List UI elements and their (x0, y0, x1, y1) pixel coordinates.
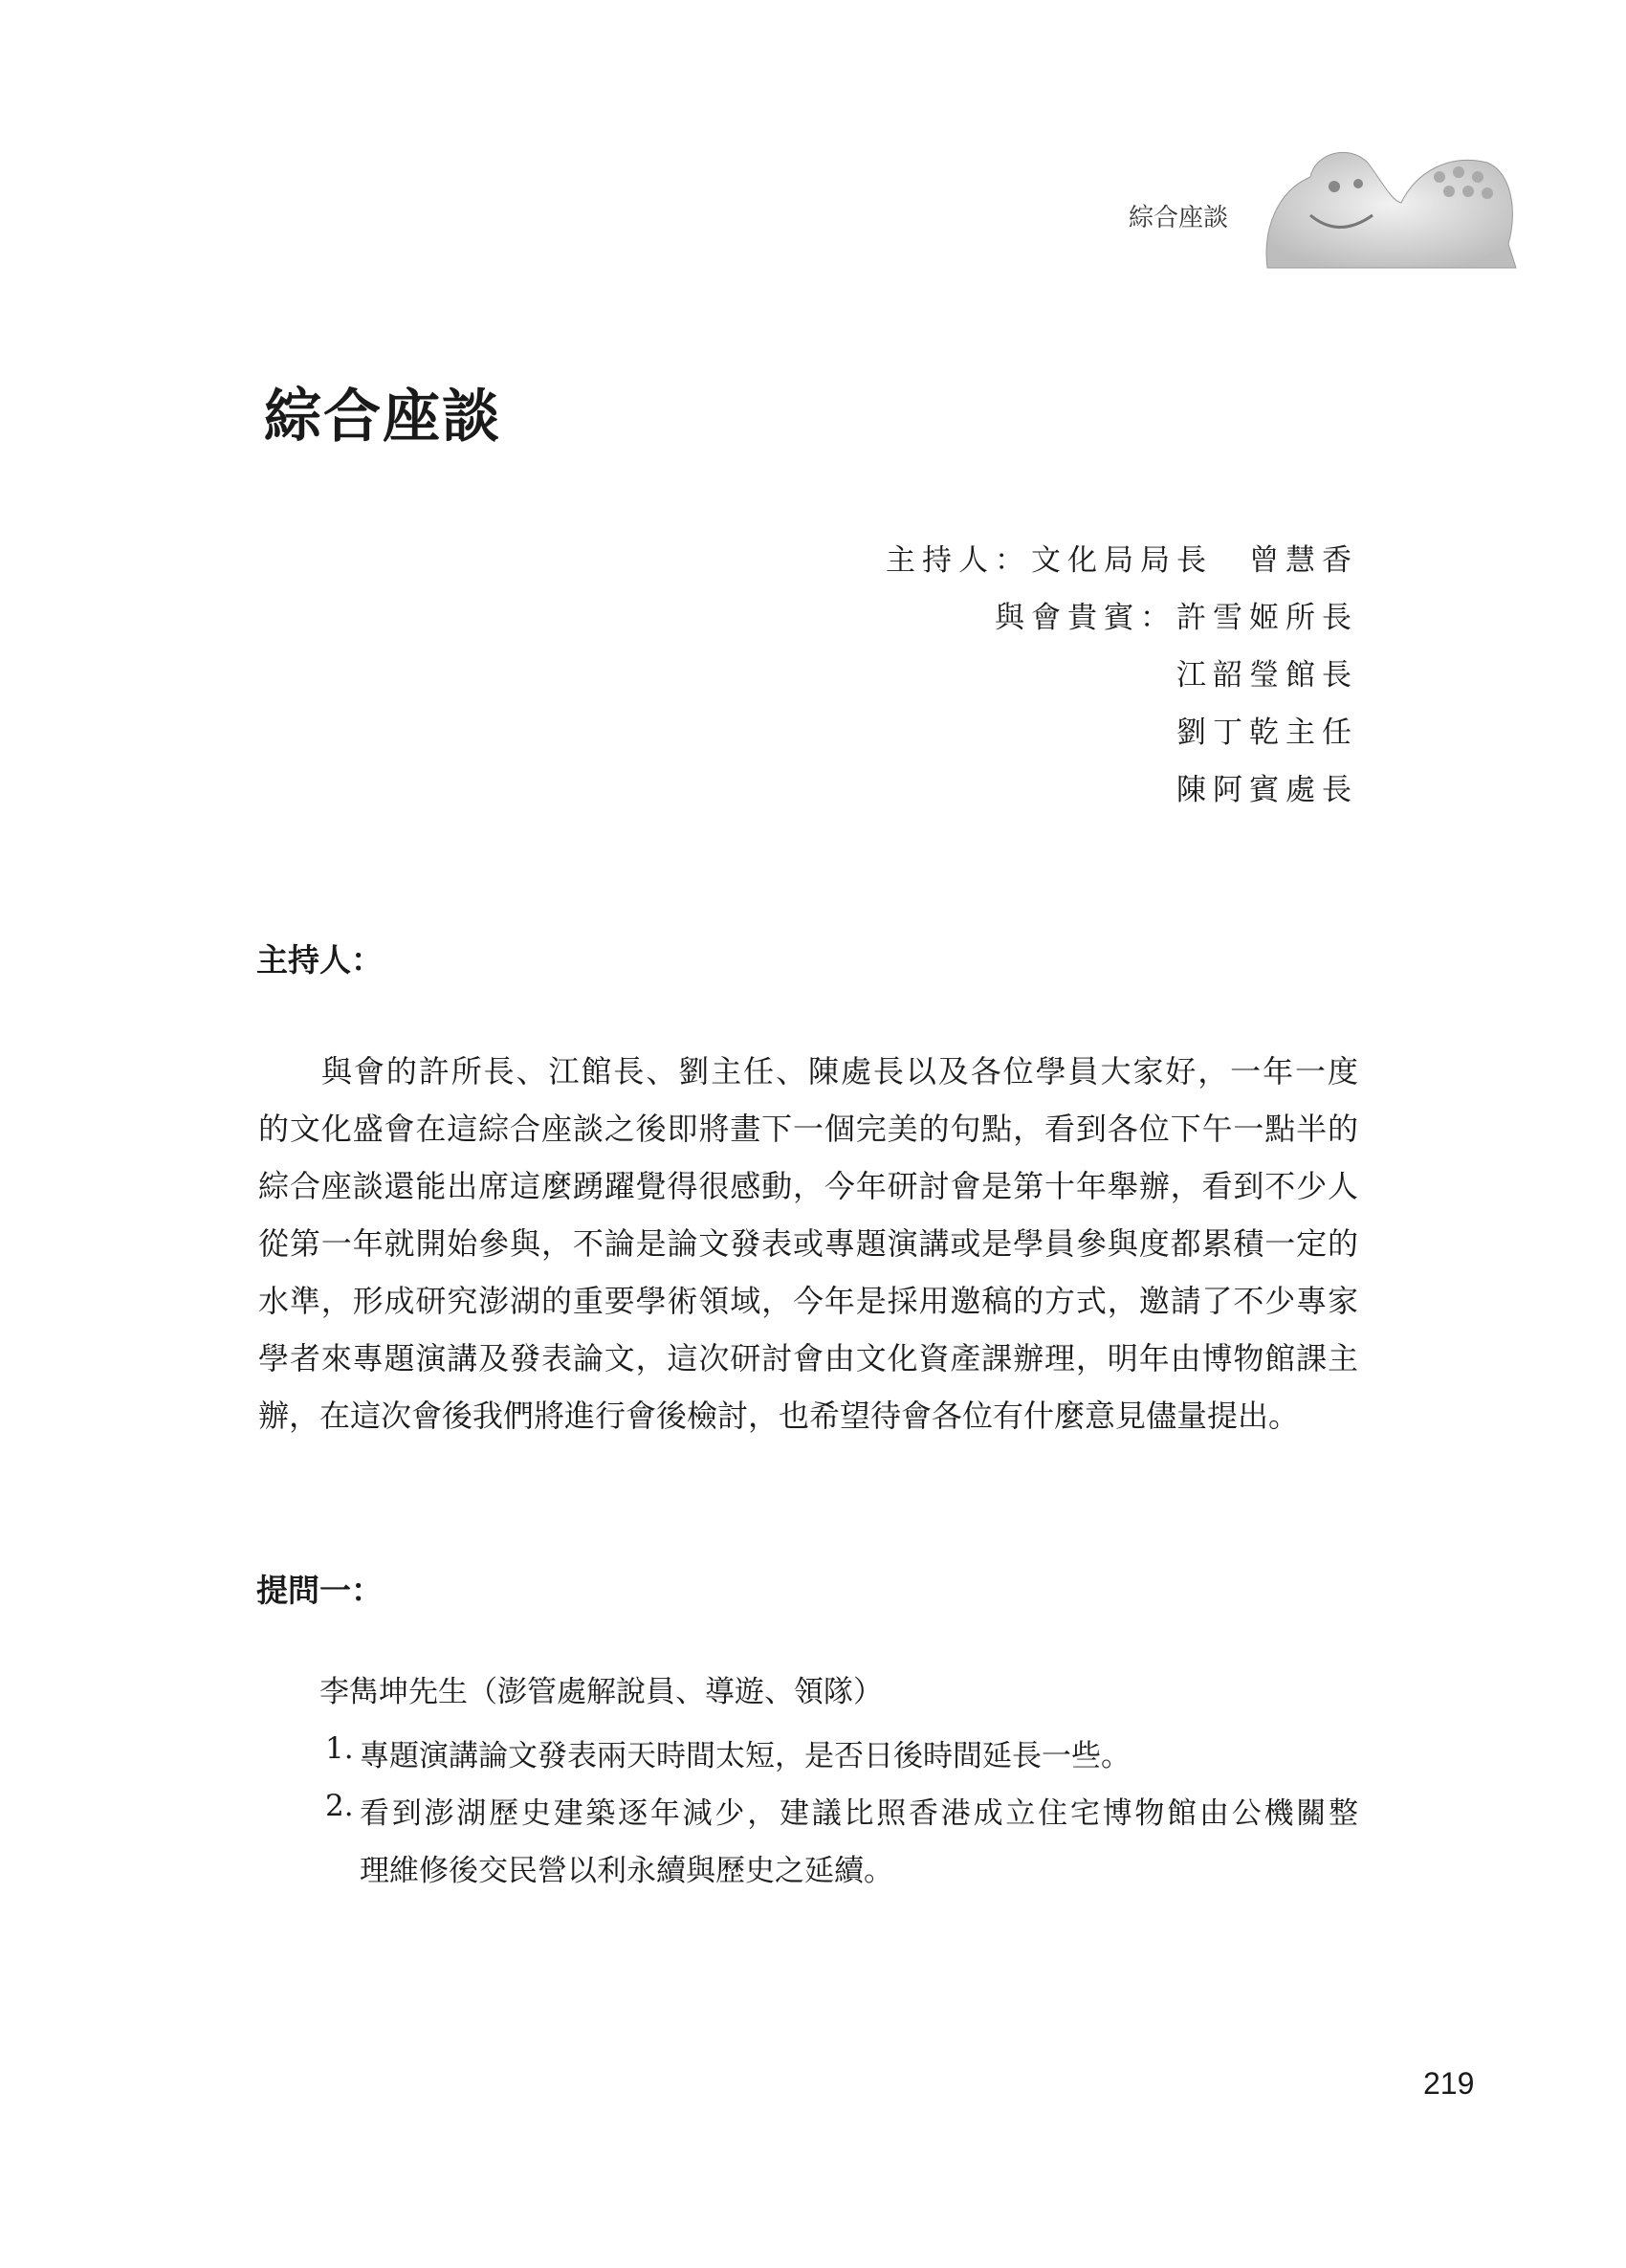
paragraph-line: 水準，形成研究澎湖的重要學術領域，今年是採用邀稿的方式，邀請了不少專家 (258, 1283, 1358, 1319)
list-item-text: 專題演講論文發表兩天時間太短，是否日後時間延長一些。 (360, 1739, 1131, 1773)
guest-name: 江韶瑩館長 (1176, 658, 1358, 693)
paragraph-line: 綜合座談還能出席這麼踴躍覺得很感動，今年研討會是第十年舉辦，看到不少人 (258, 1168, 1358, 1204)
paragraph-line: 從第一年就開始參與，不論是論文發表或專題演講或是學員參與度都累積一定的 (258, 1225, 1358, 1262)
section-heading-host: 主持人： (256, 941, 383, 979)
list-item-number: 2. (325, 1789, 354, 1823)
list-item-continuation: 理維修後交民營以利永續與歷史之延續。 (360, 1854, 893, 1888)
paragraph-line: 辦，在這次會後我們將進行會後檢討，也希望待會各位有什麼意見儘量提出。 (258, 1398, 1300, 1434)
paragraph-line: 學者來專題演講及發表論文，這次研討會由文化資產課辦理，明年由博物館課主 (258, 1340, 1358, 1376)
list-item-text: 看到澎湖歷史建築逐年減少，建議比照香港成立住宅博物館由公機關整 (360, 1796, 1358, 1831)
section-heading-question-1: 提問一： (256, 1572, 383, 1609)
guests-line: 與會貴賓：許雪姬所長 (995, 601, 1358, 635)
stone-lion-illustration (1258, 134, 1521, 273)
page-title: 綜合座談 (264, 384, 501, 451)
paragraph-line: 與會的許所長、江館長、劉主任、陳處長以及各位學員大家好，一年一度 (321, 1053, 1358, 1090)
guest-name: 劉丁乾主任 (1176, 716, 1358, 750)
guest-name: 陳阿賓處長 (1176, 773, 1358, 807)
speaker-name: 李雋坤先生（澎管處解說員、導遊、領隊） (319, 1675, 883, 1709)
paragraph-line: 的文化盛會在這綜合座談之後即將畫下一個完美的句點，看到各位下午一點半的 (258, 1111, 1358, 1147)
running-header: 綜合座談 (1129, 204, 1229, 232)
page-number: 219 (1423, 2066, 1475, 2101)
host-line: 主持人：文化局局長 曾慧香 (886, 543, 1358, 578)
list-item-number: 1. (325, 1731, 354, 1766)
